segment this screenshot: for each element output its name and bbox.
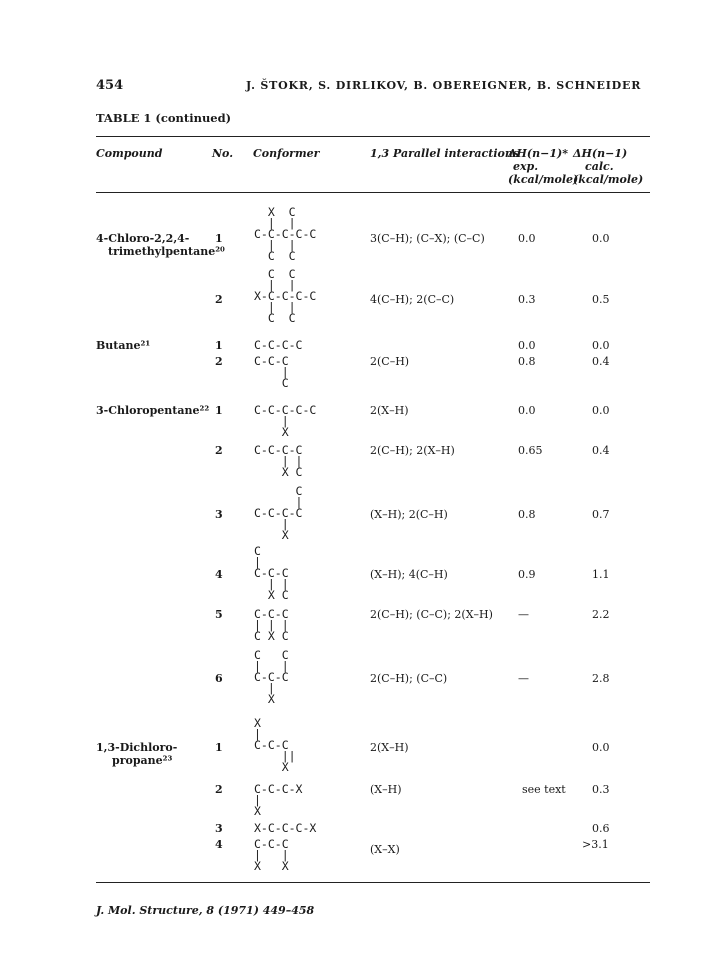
conformer-number: 4 xyxy=(215,838,223,851)
compound-name: 3-Chloropentane²² xyxy=(96,404,210,417)
conformer-structure: C-C-C-C | | X C xyxy=(254,443,303,479)
col-conformer: Conformer xyxy=(253,147,320,160)
calc-value: 0.5 xyxy=(592,293,610,306)
calc-value: >3.1 xyxy=(582,838,609,851)
conformer-structure: X | C-C-C || X xyxy=(254,716,296,774)
interactions: 2(C–H); 2(X–H) xyxy=(370,444,455,457)
running-header-authors: J. ŠTOKR, S. DIRLIKOV, B. OBEREIGNER, B. SCHNEIDER xyxy=(246,79,642,92)
conformer-number: 1 xyxy=(215,339,223,352)
conformer-number: 3 xyxy=(215,508,223,521)
col-exp-label: exp. xyxy=(513,160,539,173)
table-top-rule xyxy=(96,136,650,137)
interactions: 2(X–H) xyxy=(370,741,409,754)
calc-value: 2.2 xyxy=(592,608,610,621)
col-compound: Compound xyxy=(96,147,163,160)
calc-value: 0.7 xyxy=(592,508,610,521)
conformer-structure: C-C-C-X | X xyxy=(254,782,303,818)
conformer-number: 3 xyxy=(215,822,223,835)
conformer-number: 2 xyxy=(215,783,223,796)
calc-value: 0.3 xyxy=(592,783,610,796)
exp-value: — xyxy=(518,672,529,685)
conformer-number: 1 xyxy=(215,232,223,245)
exp-value: 0.8 xyxy=(518,355,536,368)
conformer-structure: C-C-C-C-C | X xyxy=(254,403,317,439)
interactions: (X–H); 4(C–H) xyxy=(370,568,448,581)
col-calc-symbol: ΔH(n−1) xyxy=(573,147,628,160)
conformer-number: 6 xyxy=(215,672,223,685)
calc-value: 1.1 xyxy=(592,568,610,581)
table-bottom-rule xyxy=(96,882,650,883)
interactions: (X–X) xyxy=(370,843,400,856)
compound-name: propane²³ xyxy=(112,754,173,767)
conformer-structure: C-C-C | | | C X C xyxy=(254,607,289,643)
conformer-number: 2 xyxy=(215,355,223,368)
exp-value: see text xyxy=(522,783,566,796)
page-number: 454 xyxy=(96,78,124,93)
calc-value: 0.0 xyxy=(592,232,610,245)
conformer-structure: C-C-C | C xyxy=(254,354,289,390)
col-calc-unit: (kcal/mole) xyxy=(573,173,644,186)
exp-value: 0.0 xyxy=(518,339,536,352)
calc-value: 0.4 xyxy=(592,444,610,457)
interactions: 3(C–H); (C–X); (C–C) xyxy=(370,232,485,245)
col-interactions: 1,3 Parallel interactions xyxy=(370,147,520,160)
calc-value: 2.8 xyxy=(592,672,610,685)
conformer-number: 1 xyxy=(215,741,223,754)
interactions: (X–H); 2(C–H) xyxy=(370,508,448,521)
col-exp-symbol: ΔH(n−1)* xyxy=(508,147,568,160)
conformer-structure: C-C-C-C xyxy=(254,338,303,352)
conformer-structure: C-C-C | | X X xyxy=(254,837,289,873)
calc-value: 0.0 xyxy=(592,404,610,417)
conformer-structure: C | C-C-C-C | X xyxy=(254,484,303,542)
conformer-number: 1 xyxy=(215,404,223,417)
conformer-number: 5 xyxy=(215,608,223,621)
interactions: 2(C–H); (C–C) xyxy=(370,672,448,685)
table-header-rule xyxy=(96,192,650,193)
conformer-structure: X-C-C-C-X xyxy=(254,821,317,835)
col-calc-label: calc. xyxy=(585,160,614,173)
calc-value: 0.6 xyxy=(592,822,610,835)
conformer-structure: X C | | C-C-C-C-C | | C C xyxy=(254,205,317,263)
compound-name: 1,3-Dichloro- xyxy=(96,741,178,754)
exp-value: 0.65 xyxy=(518,444,543,457)
exp-value: — xyxy=(518,608,529,621)
compound-name: 4-Chloro-2,2,4- xyxy=(96,232,190,245)
calc-value: 0.4 xyxy=(592,355,610,368)
interactions: 2(C–H); (C–C); 2(X–H) xyxy=(370,608,493,621)
compound-name: trimethylpentane²⁰ xyxy=(108,245,225,258)
interactions: 4(C–H); 2(C–C) xyxy=(370,293,455,306)
conformer-number: 2 xyxy=(215,444,223,457)
interactions: (X–H) xyxy=(370,783,402,796)
exp-value: 0.3 xyxy=(518,293,536,306)
compound-name: Butane²¹ xyxy=(96,339,151,352)
interactions: 2(C–H) xyxy=(370,355,410,368)
calc-value: 0.0 xyxy=(592,339,610,352)
conformer-number: 4 xyxy=(215,568,223,581)
table-title: TABLE 1 (continued) xyxy=(96,111,232,125)
col-exp-unit: (kcal/mole) xyxy=(508,173,579,186)
col-no: No. xyxy=(212,147,234,160)
exp-value: 0.9 xyxy=(518,568,536,581)
conformer-structure: C C | | C-C-C | X xyxy=(254,648,289,706)
exp-value: 0.8 xyxy=(518,508,536,521)
journal-footer: J. Mol. Structure, 8 (1971) 449–458 xyxy=(96,904,315,917)
exp-value: 0.0 xyxy=(518,232,536,245)
conformer-number: 2 xyxy=(215,293,223,306)
conformer-structure: C C | | X-C-C-C-C | | C C xyxy=(254,267,317,325)
interactions: 2(X–H) xyxy=(370,404,409,417)
conformer-structure: C | C-C-C | | X C xyxy=(254,544,289,602)
exp-value: 0.0 xyxy=(518,404,536,417)
calc-value: 0.0 xyxy=(592,741,610,754)
